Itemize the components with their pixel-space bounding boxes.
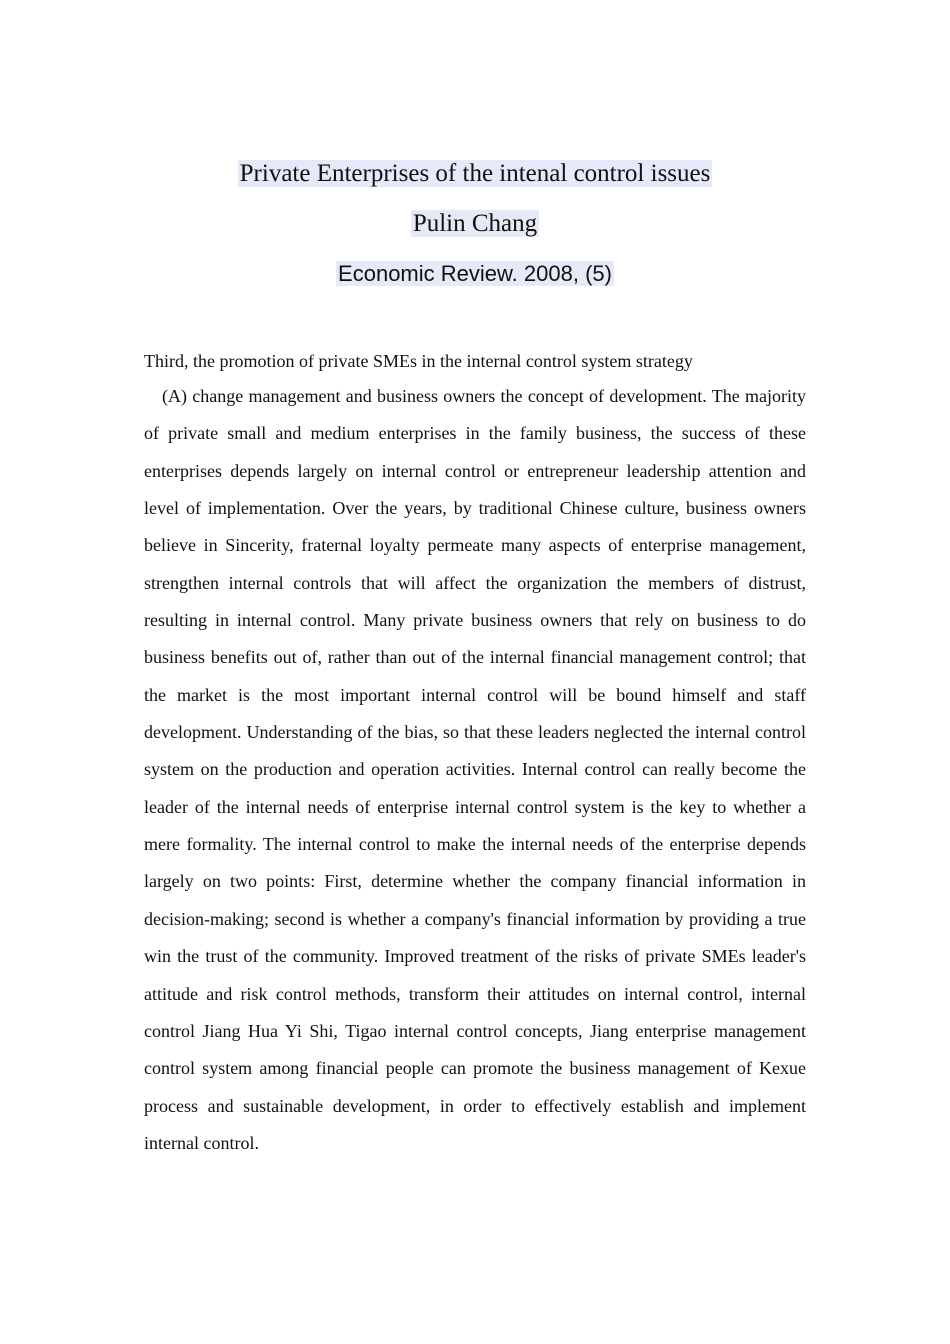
- document-title-line: [0, 156, 950, 192]
- body-paragraph: (A) change management and business owners the concept of development. The majority of private small and medium enterprises in the family business, the success of these enterprises depends largely on internal control or entrepreneur leadership attention and level of implementation. Over the years, by traditional Chinese culture, business owners believe in Sincerity, fraternal loyalty permeate many aspects of enterprise management, strengthen internal controls that will affect the organization the members of distrust, resulting in internal control. Many private business owners that rely on business to do business benefits out of, rather than out of the internal financial management control; that the market is the most important internal control will be bound himself and staff development. Understanding of the bias, so that these leaders neglected the internal control system on the production and operation activities. Internal control can really become the leader of the internal needs of enterprise internal control system is the key to whether a mere formality. The internal control to make the internal needs of the enterprise depends largely on two points: First, determine whether the company financial information in decision-making; second is whether a company's financial information by providing a true win the trust of the community. Improved treatment of the risks of private SMEs leader's attitude and risk control methods, transform their attitudes on internal control, internal control Jiang Hua Yi Shi, Tigao internal control concepts, Jiang enterprise management control system among financial people can promote the business management of Kexue process and sustainable development, in order to effectively establish and implement internal control.: [144, 386, 806, 1153]
- document-author-line: [0, 206, 950, 242]
- document-author[interactable]: Pulin Chang: [412, 210, 538, 237]
- document-journal-line: [0, 257, 950, 291]
- section-heading: Third, the promotion of private SMEs in the internal control system strategy: [144, 351, 693, 371]
- document-title[interactable]: Private Enterprises of the intenal control issues: [239, 160, 711, 187]
- document-journal[interactable]: Economic Review. 2008, (5): [338, 261, 612, 286]
